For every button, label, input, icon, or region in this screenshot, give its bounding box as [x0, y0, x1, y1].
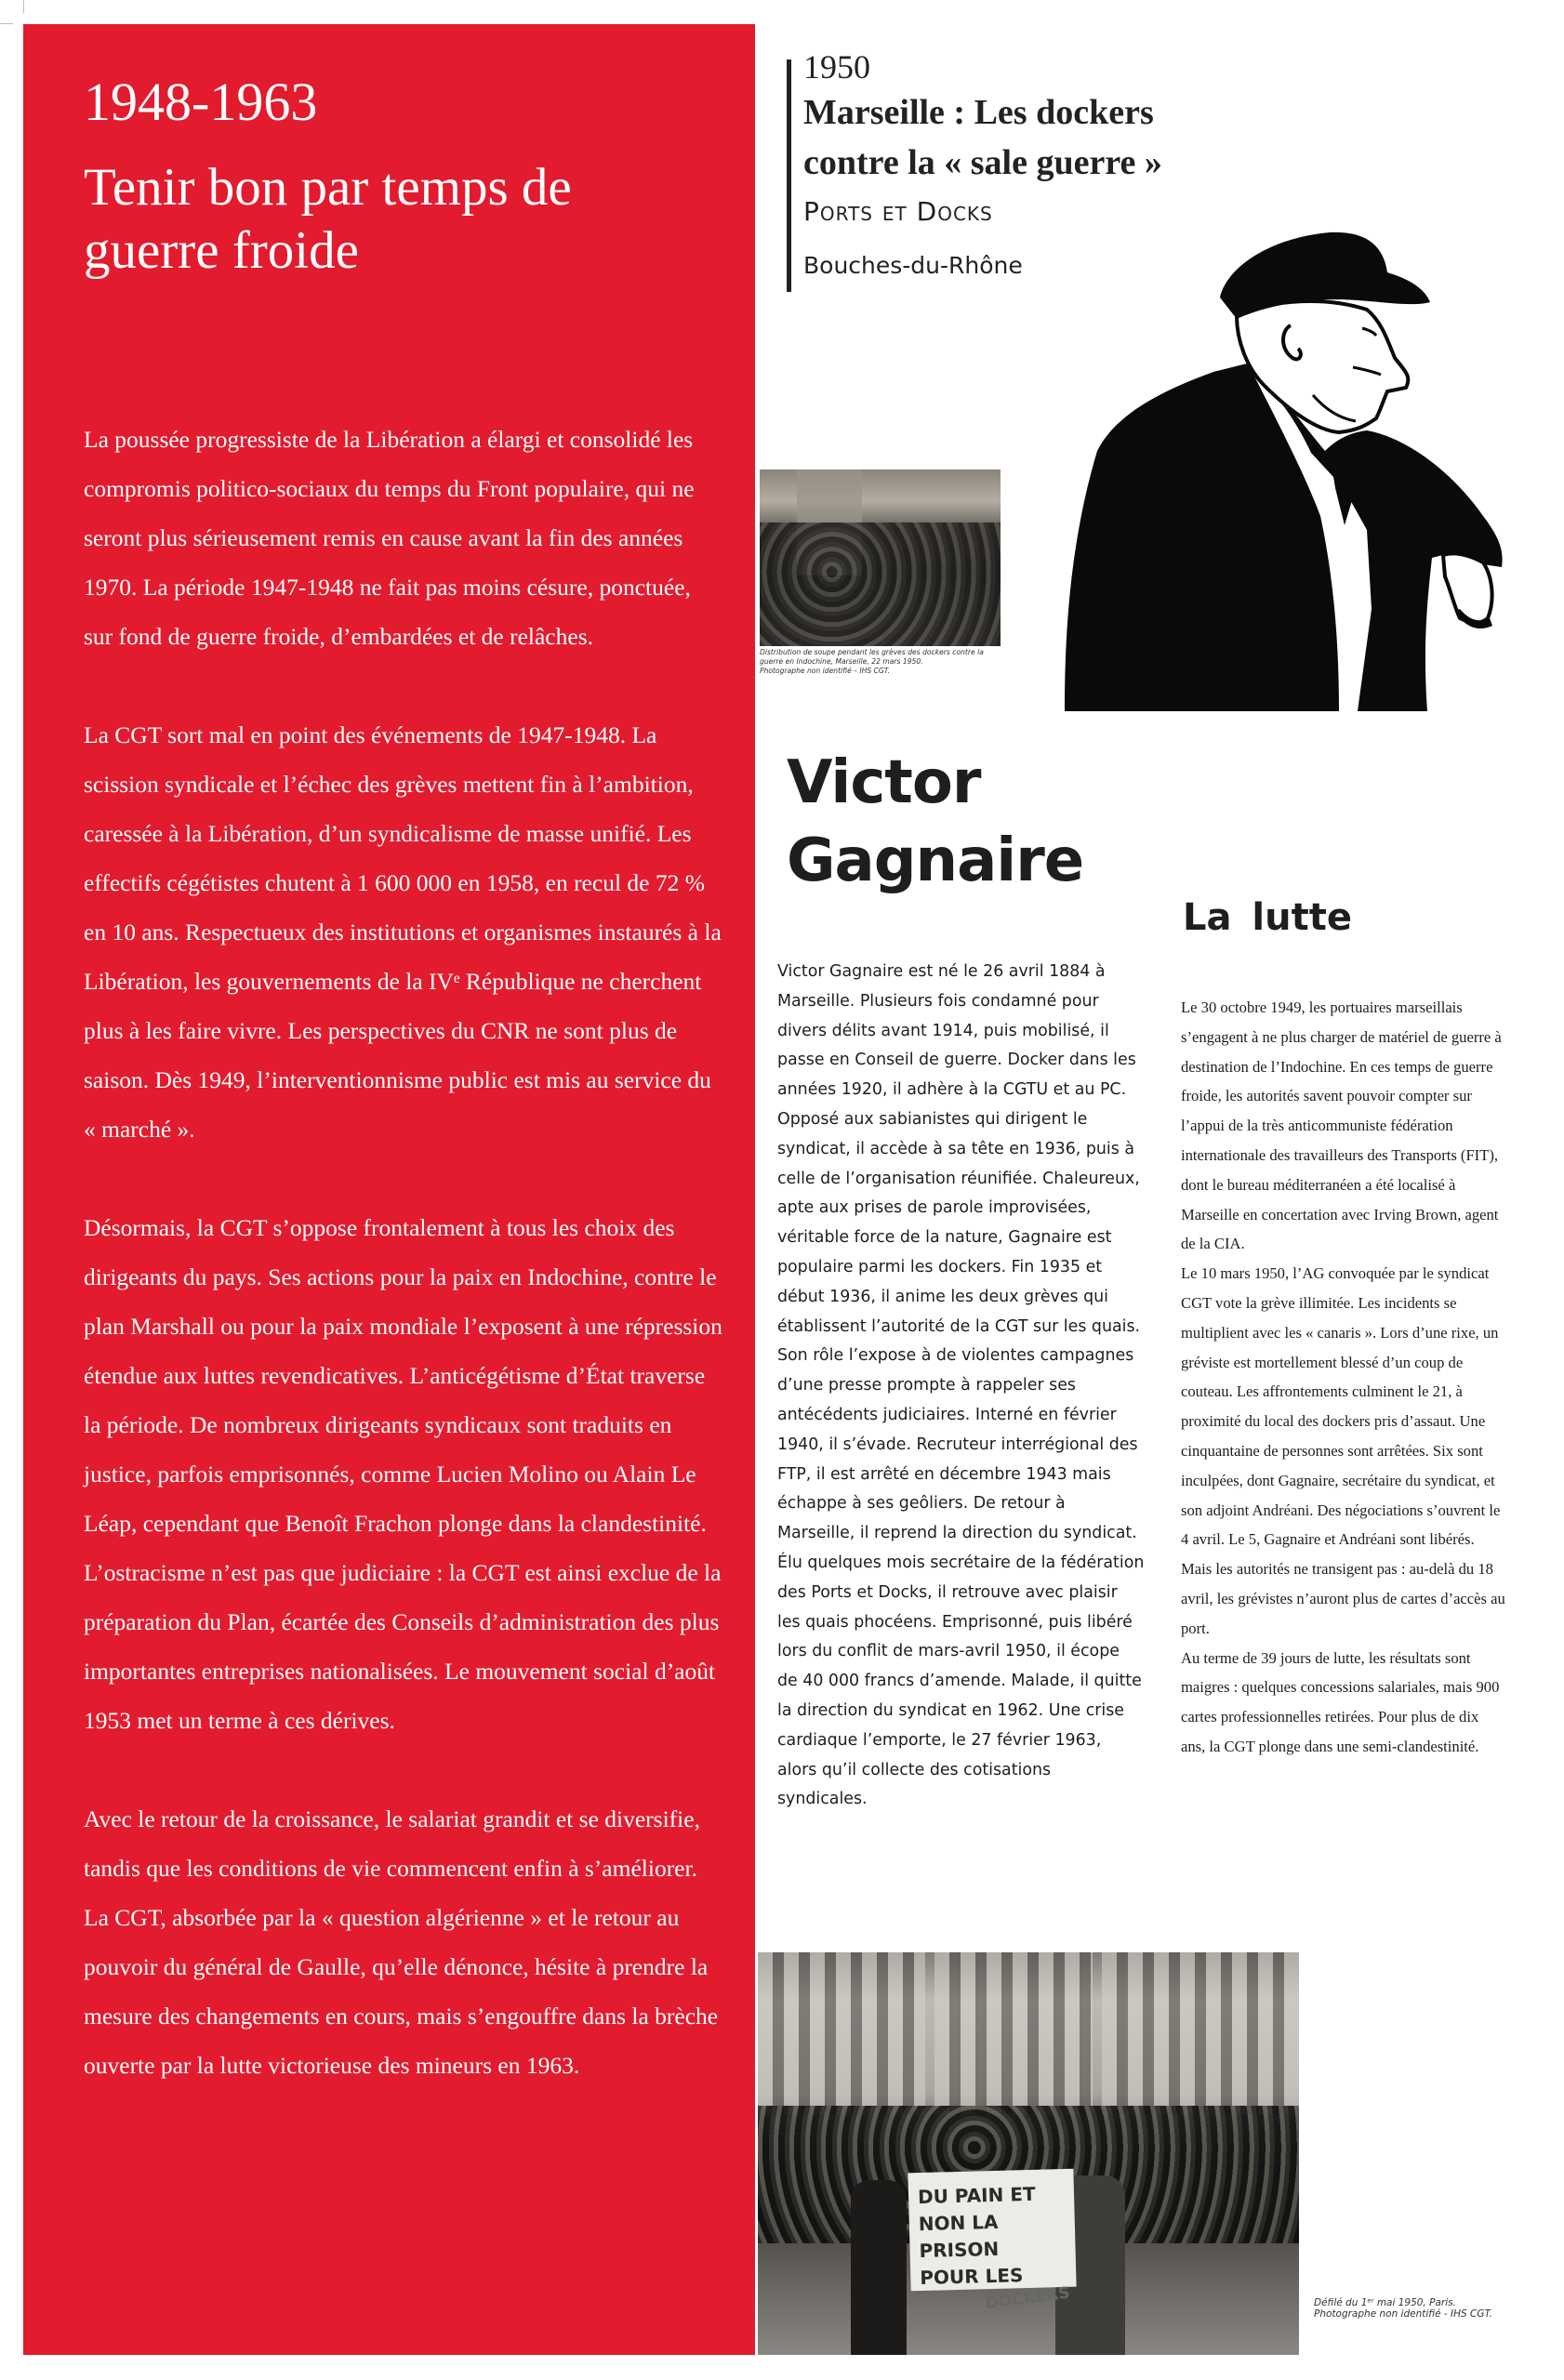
photo-crowd: [760, 522, 1001, 646]
panel-body: [84, 415, 725, 2139]
biography-text: Victor Gagnaire est né le 26 avril 1884 à Marseille. Plusieurs fois condamné pour divers délits avant 1914, puis mobilisé, il passe en Conseil de guerre. Docker dans les années 1920, il adhère à la CGTU et au PC. Opposé aux sabianistes qui dirigent le syndicat, il accède à sa tête en 1936, puis à celle de l’organisation réunifiée. Chaleureux, apte aux prises de parole improvisées, véritable force de la nature, Gagnaire est populaire parmi les dockers. Fin 1935 et début 1936, il anime les deux grèves qui établissent l’autorité de la CGT sur les quais. Son rôle l’expose à de violentes campagnes d’une presse prompte à rappeler ses antécédents judiciaires. Interné en février 1940, il s’évade. Recruteur interrégional des FTP, il est arrêté en décembre 1943 mais échappe à ses geôliers. De retour à Marseille, il reprend la direction du syndicat. Élu quelques mois secrétaire de la fédération des Ports et Docks, il retrouve avec plaisir les quais phocéens. Emprisonné, puis libéré lors du conflit de mars-avril 1950, il écope de 40 000 francs d’amende. Malade, il quitte la direction du syndicat en 1962. Une crise cardiaque l’emporte, le 27 février 1963, alors qu’il collecte des cotisations syndicales.: [777, 962, 1145, 1809]
sign-line: DU PAIN ET: [917, 2182, 1036, 2209]
struggle-text: [1181, 993, 1506, 1762]
sign-line: DOCKERS: [984, 2283, 1071, 2314]
caption-line: Photographe non identifié – IHS CGT.: [760, 667, 890, 675]
event-year: 1950: [803, 48, 870, 86]
crop-mark-horizontal: [0, 23, 13, 24]
photo-building: [934, 1952, 1093, 2115]
protest-sign: [908, 2169, 1076, 2314]
struggle-title: La lutte: [1183, 896, 1352, 939]
sign-line: NON LA PRISON: [918, 2210, 1000, 2263]
panel-paragraph: La poussée progressiste de la Libération a élargi et consolidé les compromis politico-sociaux du temps du Front populaire, qui ne seront plus sérieusement remis en cause avant la fin des années 1970. La période 1947-1948 ne fait pas moins césure, ponctuée, sur fond de guerre froide, d’embardées et de relâches.: [84, 426, 695, 650]
caption-line: Distribution de soupe pendant les grèves des dockers contre la: [760, 648, 984, 656]
biography-title-last: Gagnaire: [787, 826, 1084, 895]
panel-paragraph: Désormais, la CGT s’oppose frontalement à tous les choix des dirigeants du pays. Ses actions pour la paix en Indochine, contre le plan Marshall ou pour la paix mondiale l’exposent à une répression étendue aux luttes revendicatives. L’anticégétisme d’État traverse la période. De nombreux dirigeants syndicaux sont traduits en justice, parfois emprisonnés, comme Lucien Molino ou Alain Le Léap, cependant que Benoît Frachon plonge dans la clandestinité. L’ostracisme n’est pas que judiciaire : la CGT est ainsi exclue de la préparation du Plan, écartée des Conseils d’administration des plus importantes entreprises nationalisées. Le mouvement social d’août 1953 met un terme à ces dérives.: [84, 1214, 722, 1734]
hand-shape: [1443, 553, 1492, 623]
caption-line: Défilé du 1ᵉʳ mai 1950, Paris.: [1314, 2297, 1456, 2308]
event-sector: Ports et Docks: [803, 196, 993, 227]
period-panel: [23, 24, 755, 2355]
biography-title: [787, 744, 1083, 900]
panel-title: Tenir bon par temps de guerre froide: [84, 158, 572, 280]
event-department: Bouches-du-Rhône: [803, 252, 1023, 279]
sign-line: POUR LES: [920, 2264, 1024, 2290]
panel-paragraph: La CGT sort mal en point des événements de 1947-1948. La scission syndicale et l’échec des grèves mettent fin à l’ambition, caressée à la Libération, d’un syndicalisme de masse unifié. Les effectifs cégétistes chutent à 1 600 000 en 1958, en recul de 72 % en 10 ans. Respectueux des institutions et organismes instaurés à la Libération, les gouvernements de la IVᵉ République ne cherchent plus à les faire vivre. Les perspectives du CNR ne sont plus de saison. Dès 1949, l’interventionnisme public est mis au service du « marché ».: [84, 721, 722, 1143]
event-title: Marseille : Les dockers contre la « sale guerre »: [803, 93, 1162, 182]
photo-marcher: [851, 2180, 907, 2355]
photo-parade-caption: [1314, 2297, 1528, 2320]
photo-may-day-parade: [758, 1952, 1299, 2355]
caption-line: Photographe non identifié - IHS CGT.: [1314, 2308, 1492, 2320]
panel-paragraph: Avec le retour de la croissance, le salariat grandit et se diversifie, tandis que les conditions de vie commencent enfin à s’améliorer. La CGT, absorbée par la « question algérienne » et le retour au pouvoir du général de Gaulle, qu’elle dénonce, hésite à prendre la mesure des changements en cours, mais s’engouffre dans la brèche ouverte par la lutte victorieuse des mineurs en 1963.: [84, 1805, 719, 2079]
period-heading: 1948-1963: [84, 72, 318, 132]
caption-line: guerre en Indochine, Marseille, 22 mars 1950.: [760, 657, 923, 666]
crop-mark-vertical: [23, 0, 24, 13]
photo-building: [758, 1952, 925, 2115]
header-accent-bar: [787, 60, 791, 292]
docker-portrait-drawing-icon: [1060, 209, 1544, 711]
struggle-paragraph: Au terme de 39 jours de lutte, les résultats sont maigres : quelques concessions salariales, mais 900 cartes professionnelles retirées. Pour plus de dix ans, la CGT plonge dans une semi-clandestinité.: [1181, 1648, 1500, 1755]
biography-title-first: Victor: [787, 748, 981, 817]
photo-building: [1102, 1952, 1299, 2115]
photo-soup-distribution: [760, 469, 1001, 646]
struggle-paragraph: Le 30 octobre 1949, les portuaires marseillais s’engagent à ne plus charger de matériel de guerre à destination de l’Indochine. En ces temps de guerre froide, les autorités savent pouvoir compter sur l’appui de la très anticommuniste fédération internationale des travailleurs des Transports (FIT), dont le bureau méditerranéen a été localisé à Marseille en concertation avec Irving Brown, agent de la CIA.: [1181, 998, 1502, 1253]
photo-soup-caption: [760, 648, 1011, 676]
struggle-paragraph: Le 10 mars 1950, l’AG convoquée par le syndicat CGT vote la grève illimitée. Les incidents se multiplient avec les « canaris ». Lors d’une rixe, un gréviste est mortellement blessé d’un coup de couteau. Les affrontements culminent le 21, à proximité du local des dockers pris d’assaut. Une cinquantaine de personnes sont arrêtées. Six sont inculpées, dont Gagnaire, secrétaire du syndicat, et son adjoint Andréani. Des négociations s’ouvrent le 4 avril. Le 5, Gagnaire et Andréani sont libérés. Mais les autorités ne transigent pas : au-delà du 18 avril, les grévistes n’auront plus de cartes d’accès au port.: [1181, 1264, 1505, 1637]
